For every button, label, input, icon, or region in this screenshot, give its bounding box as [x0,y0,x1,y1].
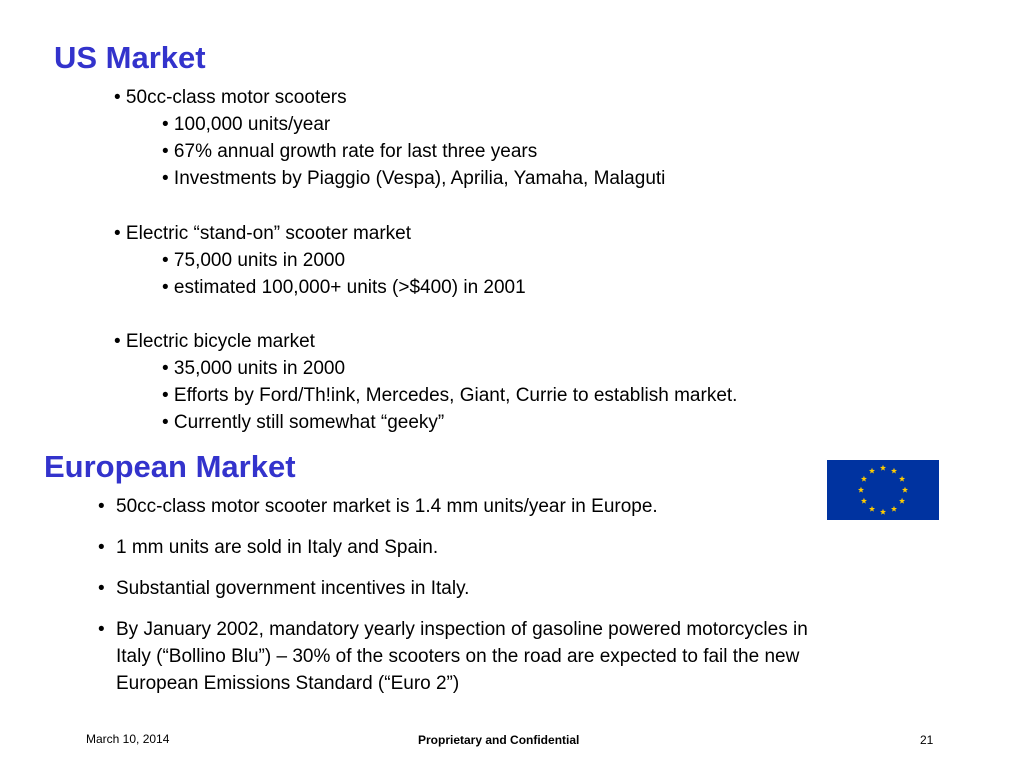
eu-item-text: 1 mm units are sold in Italy and Spain. [116,537,439,558]
us-market-title: US Market [54,40,206,75]
footer-page-number: 21 [920,733,934,747]
footer-confidential: Proprietary and Confidential [418,733,580,747]
eu-item-text: 50cc-class motor scooter market is 1.4 mm units/year in Europe. [116,496,658,517]
us-group-2-heading: • Electric “stand-on” scooter market [114,223,412,244]
eu-flag-icon [827,460,939,520]
eu-item-4-line-1: By January 2002, mandatory yearly inspection of gasoline powered motorcycles in [116,619,808,640]
european-market-title: European Market [44,449,296,484]
eu-flag-star [869,506,875,512]
us-group-2-item-1: • 75,000 units in 2000 [162,250,346,271]
eu-item-text-multiline [116,616,956,697]
eu-flag-star [880,465,886,471]
eu-flag-star [902,487,908,493]
eu-flag-star [861,498,867,504]
eu-flag-star [899,476,905,482]
us-group-3-item-2: • Efforts by Ford/Th!ink, Mercedes, Giant, Currie to establish market. [162,385,738,406]
eu-flag-star [880,509,886,515]
eu-flag-star [891,506,897,512]
eu-flag-star [891,468,897,474]
us-group-3-heading: • Electric bicycle market [114,331,315,352]
eu-flag-star [861,476,867,482]
us-group-1-item-3: • Investments by Piaggio (Vespa), Aprilia, Yamaha, Malaguti [162,168,666,189]
us-group-1-item-2: • 67% annual growth rate for last three years [162,141,538,162]
eu-item-4-line-3: European Emissions Standard (“Euro 2”) [116,673,460,694]
us-group-1-heading: • 50cc-class motor scooters [114,87,347,108]
us-group-3-item-3: • Currently still somewhat “geeky” [162,412,445,433]
eu-flag-star [869,468,875,474]
bullet: • [98,578,105,599]
us-group-3-item-1: • 35,000 units in 2000 [162,358,346,379]
eu-flag-star [899,498,905,504]
bullet: • [98,619,105,640]
bullet: • [98,496,105,517]
bullet: • [98,537,105,558]
eu-item-4-line-2: Italy (“Bollino Blu”) – 30% of the scooters on the road are expected to fail the new [116,646,800,667]
us-group-1-item-1: • 100,000 units/year [162,114,331,135]
footer-date: March 10, 2014 [86,732,170,746]
us-group-2-item-2: • estimated 100,000+ units (>$400) in 2001 [162,277,526,298]
eu-flag-stars [827,460,939,520]
eu-item-text: Substantial government incentives in Italy. [116,578,470,599]
eu-flag-star [858,487,864,493]
